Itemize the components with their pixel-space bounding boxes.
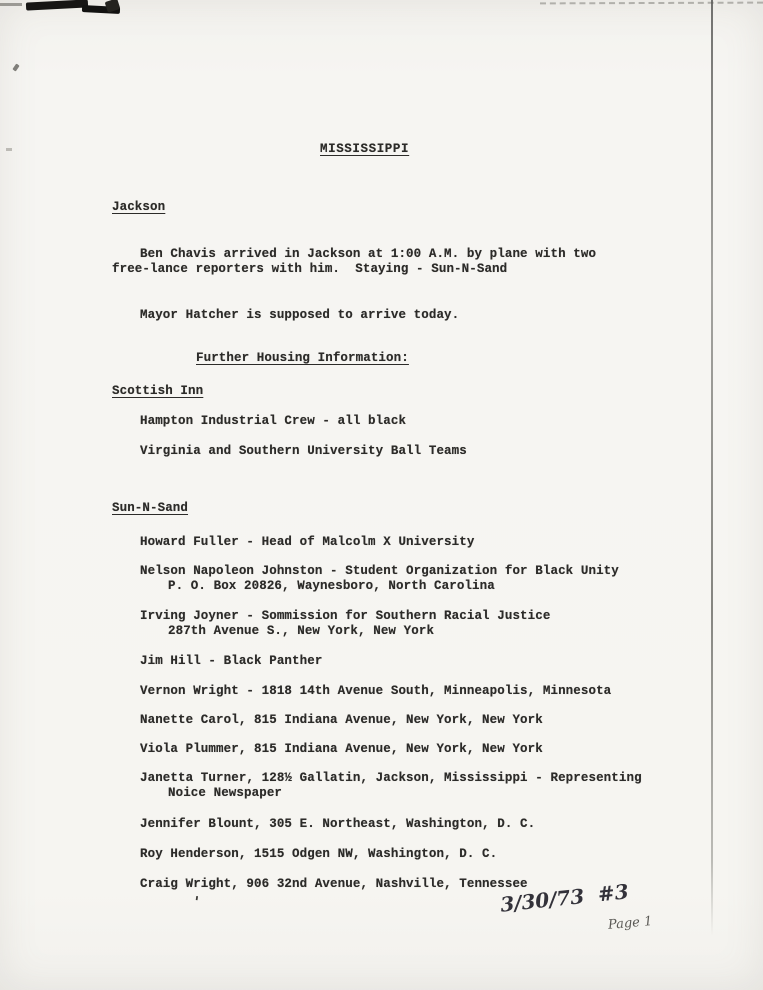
- paragraph-hatcher: Mayor Hatcher is supposed to arrive today.: [140, 308, 460, 322]
- heading-sun-n-sand: Sun-N-Sand: [112, 501, 189, 515]
- handwritten-page-note: Page 1: [607, 914, 653, 933]
- handwritten-date-note: 3/30/73 #3: [499, 879, 630, 917]
- stray-mark: ': [192, 892, 200, 912]
- heading-jackson: Jackson: [112, 200, 166, 214]
- entry-blount: Jennifer Blount, 305 E. Northeast, Washington, D. C.: [140, 817, 536, 831]
- entry-wright-vernon: Vernon Wright - 1818 14th Avenue South, Minneapolis, Minnesota: [140, 684, 612, 698]
- scottish-entry-2: Virginia and Southern University Ball Teams: [140, 444, 467, 458]
- scan-artifact-edge-mark: [0, 3, 22, 6]
- entry-wright-craig: Craig Wright, 906 32nd Avenue, Nashville, Tennessee: [140, 877, 528, 891]
- scottish-entry-1: Hampton Industrial Crew - all black: [140, 414, 407, 428]
- scan-artifact-vertical-line: [711, 0, 713, 936]
- entry-joyner-line2: 287th Avenue S., New York, New York: [168, 624, 435, 638]
- heading-scottish-inn: Scottish Inn: [112, 384, 204, 398]
- scan-artifact-top-blob: [26, 0, 88, 11]
- scan-artifact-top-dashes: [540, 2, 763, 5]
- entry-turner-line1: Janetta Turner, 128½ Gallatin, Jackson, Mississippi - Representing: [140, 771, 642, 785]
- entry-joyner-line1: Irving Joyner - Sommission for Southern Racial Justice: [140, 609, 551, 623]
- entry-johnston-line2: P. O. Box 20826, Waynesboro, North Carolina: [168, 579, 495, 593]
- scan-artifact-tick: [12, 63, 19, 71]
- entry-turner-line2: Noice Newspaper: [168, 786, 283, 800]
- entry-fuller: Howard Fuller - Head of Malcolm X University: [140, 535, 475, 549]
- paragraph-chavis-line2: free-lance reporters with him. Staying - Sun-N-Sand: [112, 262, 508, 276]
- entry-plummer: Viola Plummer, 815 Indiana Avenue, New York, New York: [140, 742, 543, 756]
- heading-further-housing: Further Housing Information:: [196, 351, 409, 365]
- scan-artifact-smudge: [6, 148, 12, 151]
- entry-hill: Jim Hill - Black Panther: [140, 654, 323, 668]
- scan-artifact-top-blob: [82, 5, 120, 14]
- page-title: MISSISSIPPI: [320, 142, 410, 156]
- paragraph-chavis-line1: Ben Chavis arrived in Jackson at 1:00 A.M. by plane with two: [140, 247, 597, 261]
- entry-carol: Nanette Carol, 815 Indiana Avenue, New York, New York: [140, 713, 543, 727]
- scan-artifact-top-blob: [105, 0, 121, 13]
- entry-henderson: Roy Henderson, 1515 Odgen NW, Washington, D. C.: [140, 847, 498, 861]
- entry-johnston-line1: Nelson Napoleon Johnston - Student Organization for Black Unity: [140, 564, 619, 578]
